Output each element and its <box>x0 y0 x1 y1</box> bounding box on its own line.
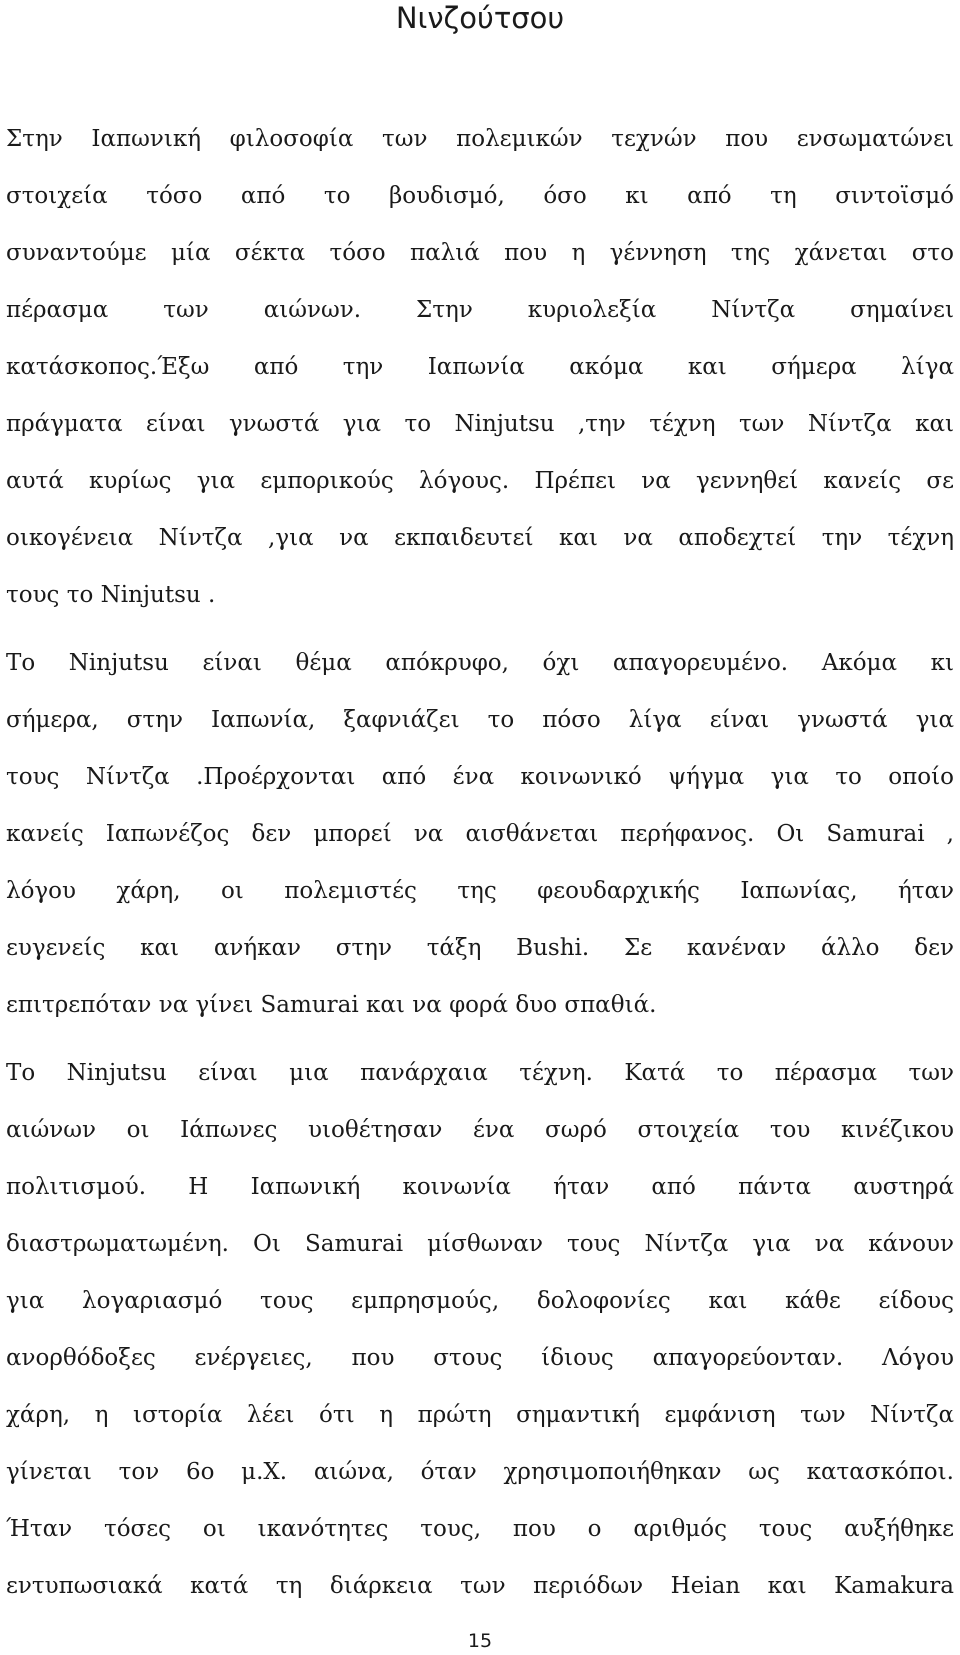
text-line: πέρασμα των αιώνων. Στην κυριολεξία Νίντζα σημαίνει <box>6 297 954 323</box>
page-number: 15 <box>467 1630 493 1652</box>
text-line: τους Νίντζα .Προέρχονται από ένα κοινωνικό ψήγμα για το οποίο <box>6 764 954 790</box>
text-line: Το Ninjutsu είναι θέμα απόκρυφο, όχι απαγορευμένο. Ακόμα κι <box>6 650 954 676</box>
text-line: πράγματα είναι γνωστά για το Ninjutsu ,την τέχνη των Νίντζα και <box>6 411 954 437</box>
text-line: γίνεται τον 6ο μ.Χ. αιώνα, όταν χρησιμοποιήθηκαν ως κατασκόποι. <box>6 1459 954 1485</box>
text-line: κατάσκοπος.Έξω από την Ιαπωνία ακόμα και σήμερα λίγα <box>6 354 954 380</box>
text-line: κανείς Ιαπωνέζος δεν μπορεί να αισθάνεται περήφανος. Οι Samurai , <box>6 821 954 847</box>
text-line: Στην Ιαπωνική φιλοσοφία των πολεμικών τεχνών που ενσωματώνει <box>6 126 954 152</box>
text-line: Το Ninjutsu είναι μια πανάρχαια τέχνη. Κατά το πέρασμα των <box>6 1060 954 1086</box>
text-line: διαστρωματωμένη. Οι Samurai μίσθωναν τους Νίντζα για να κάνουν <box>6 1231 954 1257</box>
paragraph-2 <box>6 635 954 1034</box>
text-line: επιτρεπόταν να γίνει Samurai και να φορά δυο σπαθιά. <box>6 992 657 1018</box>
text-line: ανορθόδοξες ενέργειες, που στους ίδιους απαγορεύονταν. Λόγου <box>6 1345 954 1371</box>
text-line: πολιτισμού. Η Ιαπωνική κοινωνία ήταν από πάντα αυστηρά <box>6 1174 954 1200</box>
body-text <box>6 111 954 1615</box>
text-line: για λογαριασμό τους εμπρησμούς, δολοφονίες και κάθε είδους <box>6 1288 954 1314</box>
text-line: τους το Ninjutsu . <box>6 582 216 608</box>
paragraph-3 <box>6 1045 954 1615</box>
text-line: αιώνων οι Ιάπωνες υιοθέτησαν ένα σωρό στοιχεία του κινέζικου <box>6 1117 954 1143</box>
page-title: Νινζούτσου <box>395 1 565 35</box>
text-line: σήμερα, στην Ιαπωνία, ξαφνιάζει το πόσο λίγα είναι γνωστά για <box>6 707 954 733</box>
text-line: ευγενείς και ανήκαν στην τάξη Bushi. Σε κανέναν άλλο δεν <box>6 935 954 961</box>
text-line: χάρη, η ιστορία λέει ότι η πρώτη σημαντική εμφάνιση των Νίντζα <box>6 1402 954 1428</box>
text-line: Ήταν τόσες οι ικανότητες τους, που ο αριθμός τους αυξήθηκε <box>6 1516 954 1542</box>
text-line: εντυπωσιακά κατά τη διάρκεια των περιόδων Heian και Kamakura <box>6 1573 954 1599</box>
text-line: συναντούμε μία σέκτα τόσο παλιά που η γέννηση της χάνεται στο <box>6 240 954 266</box>
text-line: αυτά κυρίως για εμπορικούς λόγους. Πρέπει να γεννηθεί κανείς σε <box>6 468 954 494</box>
paragraph-1 <box>6 111 954 624</box>
text-line: λόγου χάρη, οι πολεμιστές της φεουδαρχικής Ιαπωνίας, ήταν <box>6 878 954 904</box>
text-line: οικογένεια Νίντζα ,για να εκπαιδευτεί και να αποδεχτεί την τέχνη <box>6 525 954 551</box>
text-line: στοιχεία τόσο από το βουδισμό, όσο κι από τη σιντοϊσμό <box>6 183 954 209</box>
